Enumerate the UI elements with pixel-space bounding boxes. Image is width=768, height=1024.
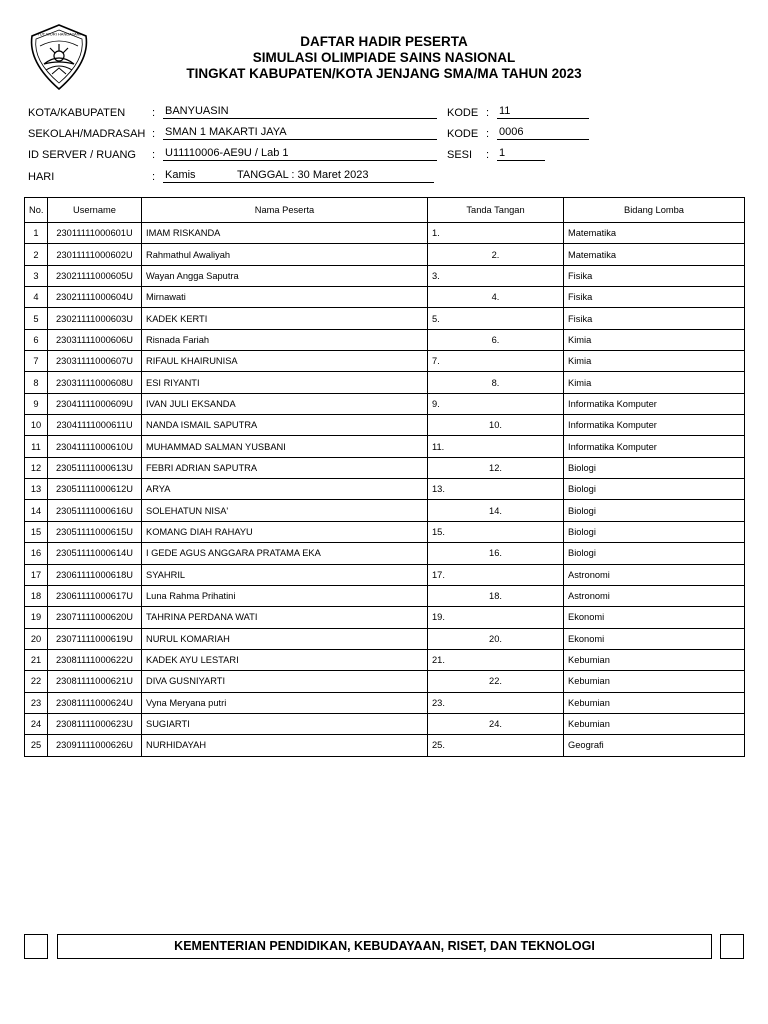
row-no: 17 — [25, 564, 48, 585]
row-name: SOLEHATUN NISA' — [142, 500, 428, 521]
tanggal-field — [237, 169, 434, 183]
row-signature: 13. — [428, 479, 564, 500]
row-field: Astronomi — [564, 585, 745, 606]
row-signature: 24. — [428, 713, 564, 734]
row-no: 22 — [25, 671, 48, 692]
row-no: 25 — [25, 735, 48, 756]
row-no: 7 — [25, 351, 48, 372]
row-username: 23011111000601U — [48, 223, 142, 244]
row-no: 21 — [25, 649, 48, 670]
row-username: 23061111000618U — [48, 564, 142, 585]
table-row — [25, 415, 745, 436]
footer-ministry-text: KEMENTERIAN PENDIDIKAN, KEBUDAYAAN, RISET, DAN TEKNOLOGI — [174, 939, 595, 953]
row-no: 10 — [25, 415, 48, 436]
table-row — [25, 692, 745, 713]
table-header-row — [25, 198, 745, 223]
row-signature: 18. — [428, 585, 564, 606]
row-field: Geografi — [564, 735, 745, 756]
sekolah-label: SEKOLAH/MADRASAH — [28, 128, 146, 140]
table-row — [25, 671, 745, 692]
server-colon: : — [152, 149, 156, 161]
row-signature: 25. — [428, 735, 564, 756]
row-signature: 8. — [428, 372, 564, 393]
row-signature: 12. — [428, 457, 564, 478]
server-label: ID SERVER / RUANG — [28, 149, 136, 161]
sesi-value: 1 — [497, 147, 545, 161]
title-line-1: DAFTAR HADIR PESERTA — [300, 34, 468, 49]
row-field: Fisika — [564, 308, 745, 329]
row-no: 4 — [25, 287, 48, 308]
row-field: Biologi — [564, 479, 745, 500]
kota-colon: : — [152, 107, 156, 119]
table-row — [25, 393, 745, 414]
kode1-colon: : — [486, 107, 490, 119]
row-no: 20 — [25, 628, 48, 649]
row-no: 15 — [25, 521, 48, 542]
table-row — [25, 649, 745, 670]
row-name: Mirnawati — [142, 287, 428, 308]
table-row — [25, 500, 745, 521]
row-name: Rahmathul Awaliyah — [142, 244, 428, 265]
row-username: 23031111000608U — [48, 372, 142, 393]
row-field: Fisika — [564, 265, 745, 286]
row-signature: 7. — [428, 351, 564, 372]
row-no: 19 — [25, 607, 48, 628]
row-name: KADEK AYU LESTARI — [142, 649, 428, 670]
row-name: Luna Rahma Prihatini — [142, 585, 428, 606]
hari-value: Kamis — [163, 169, 237, 183]
row-field: Kimia — [564, 372, 745, 393]
row-no: 3 — [25, 265, 48, 286]
header-field: Bidang Lomba — [564, 198, 745, 223]
header-no: No. — [25, 198, 48, 223]
row-no: 13 — [25, 479, 48, 500]
header-username: Username — [48, 198, 142, 223]
server-value: U11110006-AE9U / Lab 1 — [163, 147, 437, 161]
row-name: FEBRI ADRIAN SAPUTRA — [142, 457, 428, 478]
table-row — [25, 436, 745, 457]
row-field: Astronomi — [564, 564, 745, 585]
row-field: Biologi — [564, 543, 745, 564]
table-row — [25, 329, 745, 350]
row-name: ESI RIYANTI — [142, 372, 428, 393]
row-username: 23041111000609U — [48, 393, 142, 414]
row-username: 23031111000607U — [48, 351, 142, 372]
row-name: IVAN JULI EKSANDA — [142, 393, 428, 414]
row-no: 12 — [25, 457, 48, 478]
row-username: 23051111000616U — [48, 500, 142, 521]
table-row — [25, 564, 745, 585]
row-name: KOMANG DIAH RAHAYU — [142, 521, 428, 542]
row-field: Kebumian — [564, 692, 745, 713]
row-field: Kimia — [564, 329, 745, 350]
row-signature: 22. — [428, 671, 564, 692]
row-username: 23081111000622U — [48, 649, 142, 670]
row-field: Informatika Komputer — [564, 393, 745, 414]
row-signature: 3. — [428, 265, 564, 286]
row-username: 23011111000602U — [48, 244, 142, 265]
row-username: 23021111000603U — [48, 308, 142, 329]
row-no: 11 — [25, 436, 48, 457]
kota-value: BANYUASIN — [163, 105, 437, 119]
row-no: 1 — [25, 223, 48, 244]
header-signature: Tanda Tangan — [428, 198, 564, 223]
row-signature: 16. — [428, 543, 564, 564]
row-field: Biologi — [564, 457, 745, 478]
row-field: Ekonomi — [564, 607, 745, 628]
row-signature: 14. — [428, 500, 564, 521]
row-username: 23081111000623U — [48, 713, 142, 734]
table-row — [25, 287, 745, 308]
row-field: Informatika Komputer — [564, 415, 745, 436]
row-signature: 10. — [428, 415, 564, 436]
tanggal-value: 30 Maret 2023 — [297, 169, 369, 181]
table-row — [25, 308, 745, 329]
row-no: 6 — [25, 329, 48, 350]
table-row — [25, 244, 745, 265]
row-username: 23071111000619U — [48, 628, 142, 649]
row-no: 8 — [25, 372, 48, 393]
table-body — [25, 223, 745, 757]
row-name: NURUL KOMARIAH — [142, 628, 428, 649]
row-username: 23081111000624U — [48, 692, 142, 713]
row-name: SUGIARTI — [142, 713, 428, 734]
row-no: 16 — [25, 543, 48, 564]
row-field: Matematika — [564, 244, 745, 265]
sesi-label: SESI — [447, 149, 473, 161]
table-row — [25, 223, 745, 244]
row-signature: 23. — [428, 692, 564, 713]
sekolah-colon: : — [152, 128, 156, 140]
row-username: 23091111000626U — [48, 735, 142, 756]
row-name: NURHIDAYAH — [142, 735, 428, 756]
table-row — [25, 735, 745, 756]
row-name: KADEK KERTI — [142, 308, 428, 329]
hari-colon: : — [152, 171, 156, 183]
kode1-value: 11 — [497, 105, 589, 119]
table-row — [25, 479, 745, 500]
row-signature: 9. — [428, 393, 564, 414]
row-field: Kimia — [564, 351, 745, 372]
row-signature: 2. — [428, 244, 564, 265]
row-signature: 11. — [428, 436, 564, 457]
row-name: MUHAMMAD SALMAN YUSBANI — [142, 436, 428, 457]
row-signature: 17. — [428, 564, 564, 585]
row-signature: 21. — [428, 649, 564, 670]
row-username: 23051111000612U — [48, 479, 142, 500]
table-row — [25, 351, 745, 372]
row-name: Wayan Angga Saputra — [142, 265, 428, 286]
row-name: SYAHRIL — [142, 564, 428, 585]
footer-left-box — [24, 934, 48, 959]
row-field: Informatika Komputer — [564, 436, 745, 457]
row-username: 23071111000620U — [48, 607, 142, 628]
row-username: 23051111000613U — [48, 457, 142, 478]
table-row — [25, 265, 745, 286]
row-field: Biologi — [564, 500, 745, 521]
table-row — [25, 585, 745, 606]
row-signature: 19. — [428, 607, 564, 628]
table-row — [25, 628, 745, 649]
row-username: 23021111000604U — [48, 287, 142, 308]
kode1-label: KODE — [447, 107, 479, 119]
row-signature: 5. — [428, 308, 564, 329]
table-row — [25, 457, 745, 478]
kode2-label: KODE — [447, 128, 479, 140]
table-row — [25, 713, 745, 734]
footer-right-box — [720, 934, 744, 959]
row-username: 23051111000615U — [48, 521, 142, 542]
kode2-colon: : — [486, 128, 490, 140]
row-no: 23 — [25, 692, 48, 713]
table-row — [25, 543, 745, 564]
row-signature: 20. — [428, 628, 564, 649]
kode2-value: 0006 — [497, 126, 589, 140]
hari-label: HARI — [28, 171, 55, 183]
title-line-3: TINGKAT KABUPATEN/KOTA JENJANG SMA/MA TAHUN 2023 — [186, 66, 582, 81]
row-name: NANDA ISMAIL SAPUTRA — [142, 415, 428, 436]
svg-text:TUT WURI HANDAYANI: TUT WURI HANDAYANI — [37, 31, 81, 37]
row-username: 23061111000617U — [48, 585, 142, 606]
header-name: Nama Peserta — [142, 198, 428, 223]
row-username: 23041111000610U — [48, 436, 142, 457]
row-signature: 15. — [428, 521, 564, 542]
sekolah-value: SMAN 1 MAKARTI JAYA — [163, 126, 437, 140]
row-name: RIFAUL KHAIRUNISA — [142, 351, 428, 372]
row-no: 2 — [25, 244, 48, 265]
row-name: DIVA GUSNIYARTI — [142, 671, 428, 692]
title-line-2: SIMULASI OLIMPIADE SAINS NASIONAL — [252, 50, 516, 65]
row-signature: 4. — [428, 287, 564, 308]
row-signature: 1. — [428, 223, 564, 244]
sesi-colon: : — [486, 149, 490, 161]
row-name: Vyna Meryana putri — [142, 692, 428, 713]
row-no: 24 — [25, 713, 48, 734]
row-name: TAHRINA PERDANA WATI — [142, 607, 428, 628]
row-signature: 6. — [428, 329, 564, 350]
row-name: ARYA — [142, 479, 428, 500]
row-field: Kebumian — [564, 649, 745, 670]
row-username: 23051111000614U — [48, 543, 142, 564]
row-no: 18 — [25, 585, 48, 606]
row-username: 23041111000611U — [48, 415, 142, 436]
table-row — [25, 521, 745, 542]
tanggal-label: TANGGAL : — [237, 169, 295, 181]
table-row — [25, 372, 745, 393]
row-field: Biologi — [564, 521, 745, 542]
row-field: Kebumian — [564, 713, 745, 734]
kota-label: KOTA/KABUPATEN — [28, 107, 126, 119]
attendance-table — [24, 197, 745, 757]
row-name: I GEDE AGUS ANGGARA PRATAMA EKA — [142, 543, 428, 564]
row-field: Matematika — [564, 223, 745, 244]
row-no: 9 — [25, 393, 48, 414]
row-field: Fisika — [564, 287, 745, 308]
row-no: 5 — [25, 308, 48, 329]
footer-ministry-box — [57, 934, 712, 959]
row-username: 23021111000605U — [48, 265, 142, 286]
row-field: Kebumian — [564, 671, 745, 692]
row-username: 23081111000621U — [48, 671, 142, 692]
row-no: 14 — [25, 500, 48, 521]
table-row — [25, 607, 745, 628]
row-name: IMAM RISKANDA — [142, 223, 428, 244]
row-name: Risnada Fariah — [142, 329, 428, 350]
row-username: 23031111000606U — [48, 329, 142, 350]
row-field: Ekonomi — [564, 628, 745, 649]
tut-wuri-handayani-logo — [24, 22, 94, 92]
